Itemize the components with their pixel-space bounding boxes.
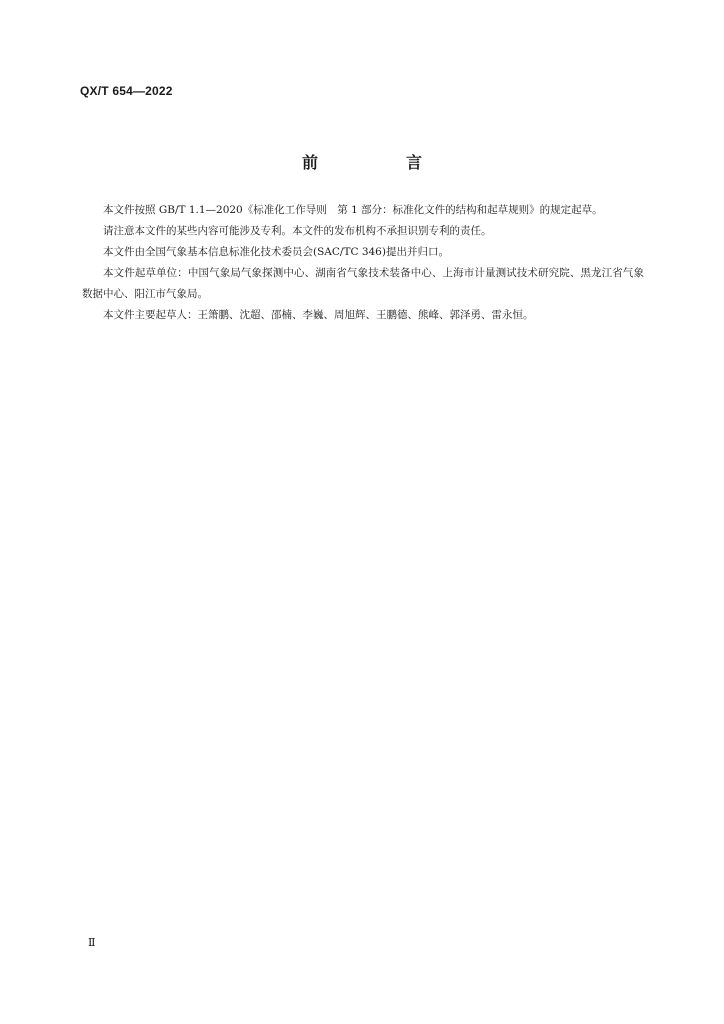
paragraph-patent-notice: 请注意本文件的某些内容可能涉及专利。本文件的发布机构不承担识别专利的责任。 — [103, 225, 492, 237]
body-text — [82, 200, 644, 326]
paragraph-drafting-rules: 本文件按照 GB/T 1.1—2020《标准化工作导则 第 1 部分：标准化文件的结构和起草规则》的规定起草。 — [103, 204, 603, 216]
page-number: Ⅱ — [88, 936, 96, 949]
page-title: 前 言 — [301, 153, 458, 172]
paragraph-drafters: 本文件主要起草人：王箫鹏、沈超、邵楠、李巍、周旭辉、王鹏德、熊峰、郭泽勇、雷永恒。 — [103, 309, 534, 321]
standard-code: QX/T 654—2022 — [80, 84, 173, 98]
paragraph-drafting-units: 本文件起草单位：中国气象局气象探测中心、湖南省气象技术装备中心、上海市计量测试技术研究院、黑龙江省气象数据中心、阳江市气象局。 — [82, 267, 644, 300]
paragraph-proposer: 本文件由全国气象基本信息标准化技术委员会(SAC/TC 346)提出并归口。 — [103, 246, 449, 258]
